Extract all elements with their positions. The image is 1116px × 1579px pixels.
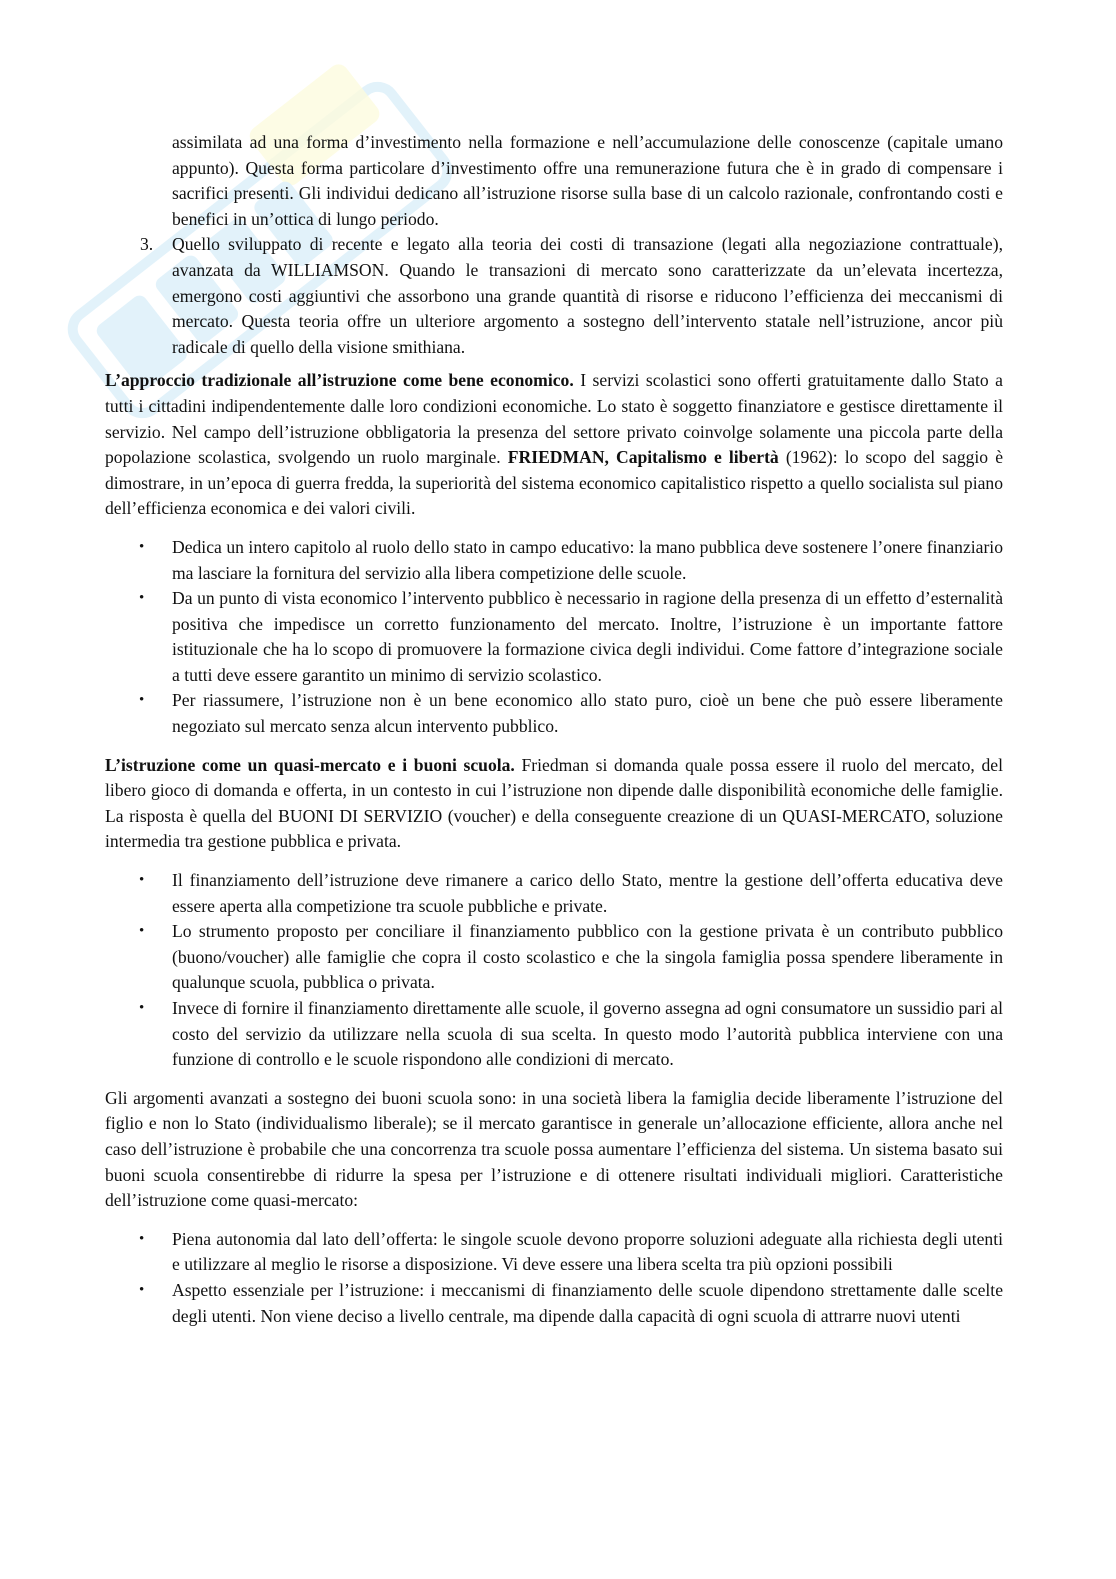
section-heading: L’approccio tradizionale all’istruzione come bene economico. (105, 370, 574, 391)
bullet-item (105, 996, 1003, 1073)
list-item-3 (105, 232, 1003, 360)
paragraph-text: I servizi scolastici sono offerti gratuitamente dallo Stato a tutti i cittadini indipendentemente dalle loro condizioni economiche. Lo stato è soggetto finanziatore e gestisce direttamente il servizio. Nel campo dell’istruzione obbligatoria la presenza del settore privato coinvolge solamente una piccola parte della popolazione scolastica, svolgendo un ruolo marginale. (105, 370, 1003, 468)
paragraph-text: Friedman si domanda quale possa essere il ruolo del mercato, del libero gioco di domanda e offerta, in un contesto in cui l’istruzione non dipende dalle disponibilità economiche delle famiglie. La risposta è quella del BUONI DI SERVIZIO (voucher) e della conseguente creazione di un QUASI-MERCATO, soluzione intermedia tra gestione pubblica e privata. (105, 754, 1003, 852)
bullet-icon: • (139, 538, 145, 555)
bullet-item (105, 1227, 1003, 1278)
bullet-text: Piena autonomia dal lato dell’offerta: le singole scuole devono proporre soluzioni adeguate alla richiesta degli utenti e utilizzare al meglio le risorse a disposizione. Vi deve essere una libera scelta tra più opzioni possibili (172, 1228, 1003, 1275)
section-quasi-mercato (105, 753, 1003, 855)
bold-reference: FRIEDMAN, Capitalismo e libertà (507, 447, 779, 468)
bullet-item (105, 535, 1003, 586)
bullet-text: Per riassumere, l’istruzione non è un bene economico allo stato puro, cioè un bene che può essere liberamente negoziato sul mercato senza alcun intervento pubblico. (172, 690, 1003, 737)
list-item-2-continuation: assimilata ad una forma d’investimento nella formazione e nell’accumulazione delle conoscenze (capitale umano appunto). Questa forma particolare d’investimento offre una remunerazione futura che è in grado di compensare i sacrifici presenti. Gli individui dedicano all’istruzione risorse sulla base di un calcolo razionale, confrontando costi e benefici in un’ottica di lungo periodo. (172, 132, 1003, 229)
bullet-icon: • (139, 1000, 145, 1016)
bullet-item (105, 919, 1003, 996)
section-heading: L’istruzione come un quasi-mercato e i buoni scuola. (105, 754, 515, 775)
list-item-text: Quello sviluppato di recente e legato alla teoria dei costi di transazione (legati alla negoziazione contrattuale), avanzata da WILLIAMSON. Quando le transazioni di mercato sono caratterizzate da un’elevata incertezza, emergono costi aggiuntivi che assorbono una grande quantità di risorse e riducono l’efficienza dei meccanismi di mercato. Questa teoria offre un ulteriore argomento a sostegno dell’intervento statale nell’istruzione, ancor più radicale di quello della visione smithiana. (172, 234, 1003, 357)
bullet-icon: • (139, 923, 145, 940)
paragraph-text: (1962): lo scopo del saggio è dimostrare, in un’epoca di guerra fredda, la superiorità del sistema economico capitalistico rispetto a quello socialista sul piano dell’efficienza economica e dei valori civili. (105, 447, 1003, 519)
document-page (105, 130, 1003, 1329)
bullet-text: Da un punto di vista economico l’intervento pubblico è necessario in ragione della presenza di un effetto d’esternalità positiva che impedisce un corretto funzionamento del mercato. Inoltre, l’istruzione è un importante fattore istituzionale che ha lo scopo di promuovere la formazione civica degli individui. Come fattore d’integrazione sociale a tutti deve essere garantito un minimo di servizio scolastico. (172, 588, 1003, 685)
bullet-text: Aspetto essenziale per l’istruzione: i meccanismi di finanziamento delle scuole dipendono strettamente dalle scelte degli utenti. Non viene deciso a livello centrale, ma dipende dalla capacità di ogni scuola di attrarre nuovi utenti (172, 1279, 1003, 1326)
bullet-icon: • (139, 692, 145, 709)
bullet-icon: • (139, 1230, 145, 1247)
paragraph-argomenti-buoni-scuola: Gli argomenti avanzati a sostegno dei buoni scuola sono: in una società libera la famiglia decide liberamente l’istruzione del figlio e non lo Stato (individualismo liberale); se il mercato garantisce in generale un’allocazione efficiente, allora anche nel caso dell’istruzione è probabile che una concorrenza tra scuole possa aumentare l’efficienza del sistema. Un sistema basato sui buoni scuola consentirebbe di ridurre la spesa per l’istruzione e di ottenere risultati individuali migliori. Caratteristiche dell’istruzione come quasi-mercato: (105, 1087, 1003, 1211)
bullet-item (105, 586, 1003, 688)
section-approccio-tradizionale (105, 368, 1003, 522)
bullet-icon: • (139, 1281, 145, 1298)
bullet-text: Il finanziamento dell’istruzione deve rimanere a carico dello Stato, mentre la gestione dell’offerta educativa deve essere aperta alla competizione tra scuole pubbliche e private. (172, 870, 1003, 916)
bullet-item (105, 1278, 1003, 1329)
list-number: 3. (140, 234, 154, 255)
bullet-item (105, 868, 1003, 919)
bullet-text: Lo strumento proposto per conciliare il finanziamento pubblico con la gestione privata è un contributo pubblico (buono/voucher) alle famiglie che copra il costo scolastico e che la singola famiglia possa spendere liberamente in qualunque scuola, pubblica o privata. (172, 921, 1003, 993)
bullet-text: Dedica un intero capitolo al ruolo dello stato in campo educativo: la mano pubblica deve sostenere l’onere finanziario ma lasciare la fornitura del servizio alla libera competizione delle scuole. (172, 536, 1003, 583)
bullet-text: Invece di fornire il finanziamento direttamente alle scuole, il governo assegna ad ogni consumatore un sussidio pari al costo del servizio da utilizzare nella scuola di sua scelta. In questo modo l’autorità pubblica interviene con una funzione di controllo e le scuole rispondono alle condizioni di mercato. (172, 998, 1003, 1070)
bullet-icon: • (139, 872, 145, 889)
bullet-icon: • (139, 590, 145, 607)
bullet-item (105, 688, 1003, 739)
